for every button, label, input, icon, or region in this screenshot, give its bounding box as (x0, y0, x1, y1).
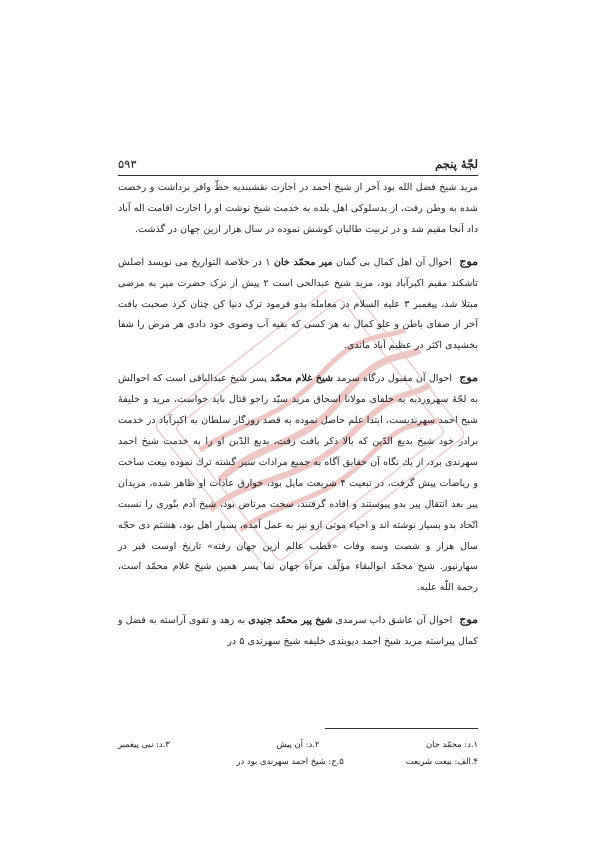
footnote-2: ۲.د: آن پیش (276, 739, 320, 749)
footnote-row (118, 736, 478, 753)
entry-text: به زهد و تقوی آراسته به فضل و کمال پیراسته مرید شیخ احمد دیوبندی خلیفه شیخ سهرندی ۵ در (117, 615, 478, 648)
entry-name: شیخ غلام محمّد (270, 373, 334, 385)
footnote-5: ۵.ج: شیخ احمد سهرندی بود در (236, 756, 344, 766)
footnotes (118, 736, 478, 770)
entry-intro: احوال آن اهل کمال بی گمان (336, 256, 452, 268)
entry-intro: احوال آن عاشق داب سرمدی (335, 615, 453, 627)
chapter-title: لجّهٔ پنجم (435, 157, 478, 171)
entry-text: پسر شیخ عبدالباقی است که احوالش به لجّهٔ سهروردیه به خلفای مولانا اسحاق مرید سیّد راجو قتال باید خواست، مرید و خلیفهٔ شیخ احمد سهرندیست، ابتدا علم حاصل نموده به قصد روزگار سلطان به اکبرآباد در خدمت برادر خود شیخ بدیع الدّین که بالا ذکر یافت رفت، بدیع الدّین او را به خدمت شیخ احمد سهرندی برد، از یك نگاه آن حقایق آگاه به جمیع مرادات سیر گشته ترك نموده بیعت ساخت و ریاضات پیش گرفت، در تبعیت ۴ شریعت مایل بود، خوارق عادات او ظاهر شده، مریدان پیر بعد انتقال پیر بدو پیوستند و افاده گرفتند، سخت مرتاض بود، شیخ آدم بنّوری را نسبت اتّحاد بدو بسیار نوشته اند و احیاء موتی ازو نیز به عمل آمده، بسیار اهل بود، هشتم ذی حجّه سال هزار و شصت وسه وفات «قطب عالم ازین جهان رفته» تاریخ اوست قبر در سهارنپور. شیخ محمّد ابوالبقاء مؤلّف مرآة جهان نما پسر همین شیخ غلام محمّد است، رحمة اللّه علیه. (118, 373, 478, 594)
footnote-4: ۴.الف: بیعت شریعت (405, 756, 478, 766)
footnote-rule (325, 728, 478, 729)
entry-keyword: موج (459, 254, 478, 268)
opening-paragraph: مرید شیخ فضل الله بود آخر از شیخ احمد در اجازت نقشبندیه حظّ وافر برداشت و رخصت شده به وطن رفت، از بدسلوکی اهل بلده به خدمت شیخ نوشت او را اجازت اقامت اله آباد داد آنجا مقیم شد و در تربیت طالبان کوشش نموده در سال هزار ازین جهان در گذشت. (118, 182, 478, 235)
entry-text: ۱ در خلاصة التواریخ می نویسد اصلش تاشکند مقیم اکبرآباد بود، مرید شیخ عبدالحی است ۲ پیش از ترک حضرت میر به مرضی مبتلا شد، پیغمبر ۳ علیه السلام در معامله بدو فرمود ترک دنیا کن چنان کرد صحبت یافت آخر از صفای باطن و علو کمال به هر کسی که بقیه آب وضوی خود دادی هر مرض را شفا بخشیدی اکثر در عظیم آباد ماندی. (118, 256, 478, 352)
entry-name: میر محمّد خان (273, 256, 333, 268)
entry-keyword: موج (459, 613, 478, 627)
entry-pir-muhammad-junaidi (118, 610, 478, 653)
entry-name: شیخ پیر محمّد جنیدی (248, 615, 333, 627)
entry-keyword: موج (459, 371, 478, 385)
page-header (118, 153, 478, 171)
entry-intro: احوال آن مقبول درگاه سرمد (336, 373, 453, 385)
footnote-3: ۳.د: نبی پیغمبر (118, 739, 170, 749)
entry-mir-muhammad-khan (118, 252, 478, 358)
footnote-1: ۱.د: محمّد جان (425, 739, 478, 749)
header-rule (118, 175, 478, 176)
footnote-row (118, 753, 478, 770)
entry-ghulam-muhammad (118, 368, 478, 599)
page-number: ۵۹۳ (118, 157, 137, 171)
main-text (118, 178, 478, 653)
